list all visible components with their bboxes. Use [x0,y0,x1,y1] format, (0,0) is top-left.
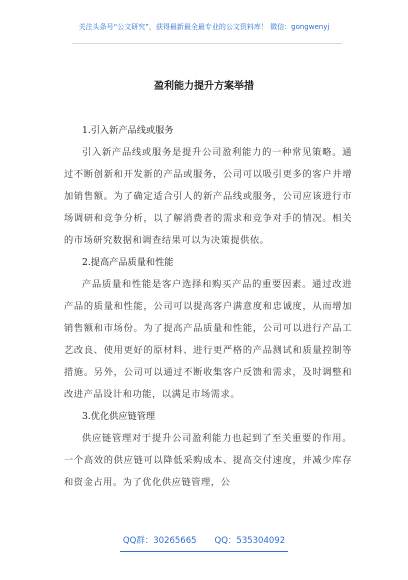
footer-contact [0,535,408,547]
document-body [64,120,352,494]
footer-qq[interactable]: QQ：535304092 [214,536,286,546]
section-paragraph-2: 产品质量和性能是客户选择和购买产品的重要因素。通过改进产品的质量和性能，公司可以提高客户满意度和忠诚度，从而增加销售额和市场份。为了提高产品质量和性能，公司可以进行产品工艺改良、使用更好的原材料、进行更严格的产品测试和质量控制等措施。另外，公司可以通过不断收集客户反馈和需求，及时调整和改进产品设计和功能，以满足市场需求。 [64,279,352,400]
section-heading-3: 3.优化供应链管理 [82,411,156,422]
document-title: 盈利能力提升方案举措 [154,81,254,92]
section-heading-2: 2.提高产品质量和性能 [82,257,174,268]
section-paragraph-1: 引入新产品线或服务是提升公司盈利能力的一种常见策略。通过不断创新和开发新的产品或服务，公司可以吸引更多的客户并增加销售额。为了确定适合引人的新产品线或服务，公司应该进行市场调研和竞争分析，以了解消费者的需求和竞争对手的情况。相关的市场研究数据和调查结果可以为决策提供依。 [64,147,352,246]
section-paragraph-3: 供应链管理对于提升公司盈利能力也起到了至关重要的作用。一个高效的供应链可以降低采购成本、提高交付速度，并减少库存和资金占用。为了优化供应链管理，公 [64,433,352,488]
banner-divider [72,43,342,44]
footer-underline [120,551,288,552]
top-banner[interactable]: 关注头条号“公文研究”，获得最新最全最专业的公文资料库！ 微信：gongwenyj [78,23,330,31]
footer-qq-group[interactable]: QQ群：30265665 [122,536,197,546]
section-heading-1: 1.引入新产品线或服务 [82,125,174,136]
